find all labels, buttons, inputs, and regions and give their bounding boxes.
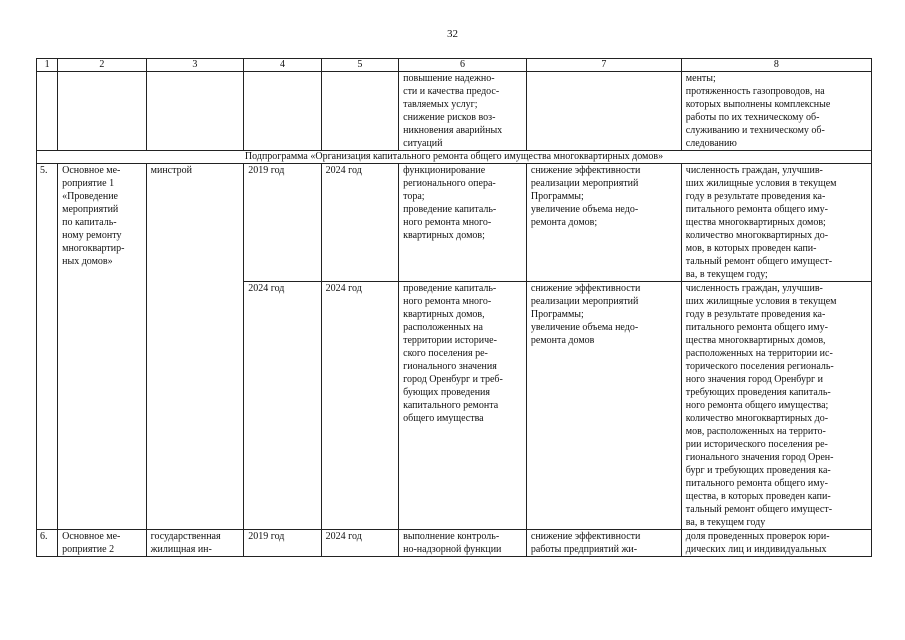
end-year: 2024 год — [321, 282, 398, 530]
subprogram-row — [37, 151, 872, 164]
column-header-7: 7 — [526, 59, 681, 72]
page-number: 32 — [447, 28, 458, 40]
table-cell — [321, 72, 398, 151]
end-year: 2024 год — [321, 164, 398, 282]
table-row-5a — [37, 164, 872, 282]
measures-table — [36, 58, 872, 557]
expected-result-cell: проведение капиталь- ного ремонта много- квартирных домов, расположенных на территории историче- ского поселения ре- гионального значения город Оренбург и треб- бующих проведения капитального ремонта общего имущества — [399, 282, 527, 530]
table-cell — [146, 72, 244, 151]
row-number: 5. — [37, 164, 58, 530]
executor: минстрой — [146, 164, 244, 530]
column-header-1: 1 — [37, 59, 58, 72]
expected-result-cell: выполнение контроль- но-надзорной функции — [399, 530, 527, 557]
expected-result-cell: повышение надежно- сти и качества предос- тавляемых услуг; снижение рисков воз- никновения аварийных ситуаций — [399, 72, 527, 151]
table-cell — [244, 72, 321, 151]
subprogram-title: Подпрограмма «Организация капитального ремонта общего имущества многоквартирных домов» — [37, 151, 872, 164]
executor: государственная жилищная ин- — [146, 530, 244, 557]
continuation-row — [37, 72, 872, 151]
consequence-cell: снижение эффективности работы предприятий жи- — [526, 530, 681, 557]
start-year: 2024 год — [244, 282, 321, 530]
consequence-cell: снижение эффективности реализации мероприятий Программы; увеличение объема недо- ремонта домов — [526, 282, 681, 530]
indicators-cell: доля проведенных проверок юри- дических лиц и индивидуальных — [681, 530, 871, 557]
consequence-cell: снижение эффективности реализации мероприятий Программы; увеличение объема недо- ремонта домов; — [526, 164, 681, 282]
start-year: 2019 год — [244, 530, 321, 557]
column-header-4: 4 — [244, 59, 321, 72]
column-header-8: 8 — [681, 59, 871, 72]
column-header-3: 3 — [146, 59, 244, 72]
column-header-6: 6 — [399, 59, 527, 72]
table-cell — [37, 72, 58, 151]
measure-name: Основное ме- роприятие 1 «Проведение мероприятий по капиталь- ному ремонту многоквартир- ных домов» — [58, 164, 147, 530]
column-number-row — [37, 59, 872, 72]
end-year: 2024 год — [321, 530, 398, 557]
indicators-cell: менты; протяженность газопроводов, на которых выполнены комплексные работы по их техническому об- служиванию и техническому об- следованию — [681, 72, 871, 151]
indicators-cell: численность граждан, улучшив- ших жилищные условия в текущем году в результате проведения ка- питального ремонта общего иму- щества многоквартирных домов; количество многоквартирных до- мов, в которых проведен капи- тальный ремонт общего имущест- ва, в текущем году; — [681, 164, 871, 282]
expected-result-cell: функционирование регионального опера- тора; проведение капиталь- ного ремонта много- квартирных домов; — [399, 164, 527, 282]
table-row-6 — [37, 530, 872, 557]
row-number: 6. — [37, 530, 58, 557]
start-year: 2019 год — [244, 164, 321, 282]
table-cell — [526, 72, 681, 151]
measure-name: Основное ме- роприятие 2 — [58, 530, 147, 557]
column-header-5: 5 — [321, 59, 398, 72]
table-cell — [58, 72, 147, 151]
indicators-cell: численность граждан, улучшив- ших жилищные условия в текущем году в результате проведения ка- питального ремонта общего иму- щества многоквартирных домов, расположенных на территории ис- торического поселения региональ- ного значения город Оренбург и требующих проведения капиталь- ного ремонта общего имущества; количество многоквартирных до- мов, расположенных на террито- рии исторического поселения ре- гионального значения город Орен- бург и требующих проведения ка- питального ремонта общего иму- щества, в которых проведен капи- тальный ремонт общего имущест- ва, в текущем году — [681, 282, 871, 530]
column-header-2: 2 — [58, 59, 147, 72]
